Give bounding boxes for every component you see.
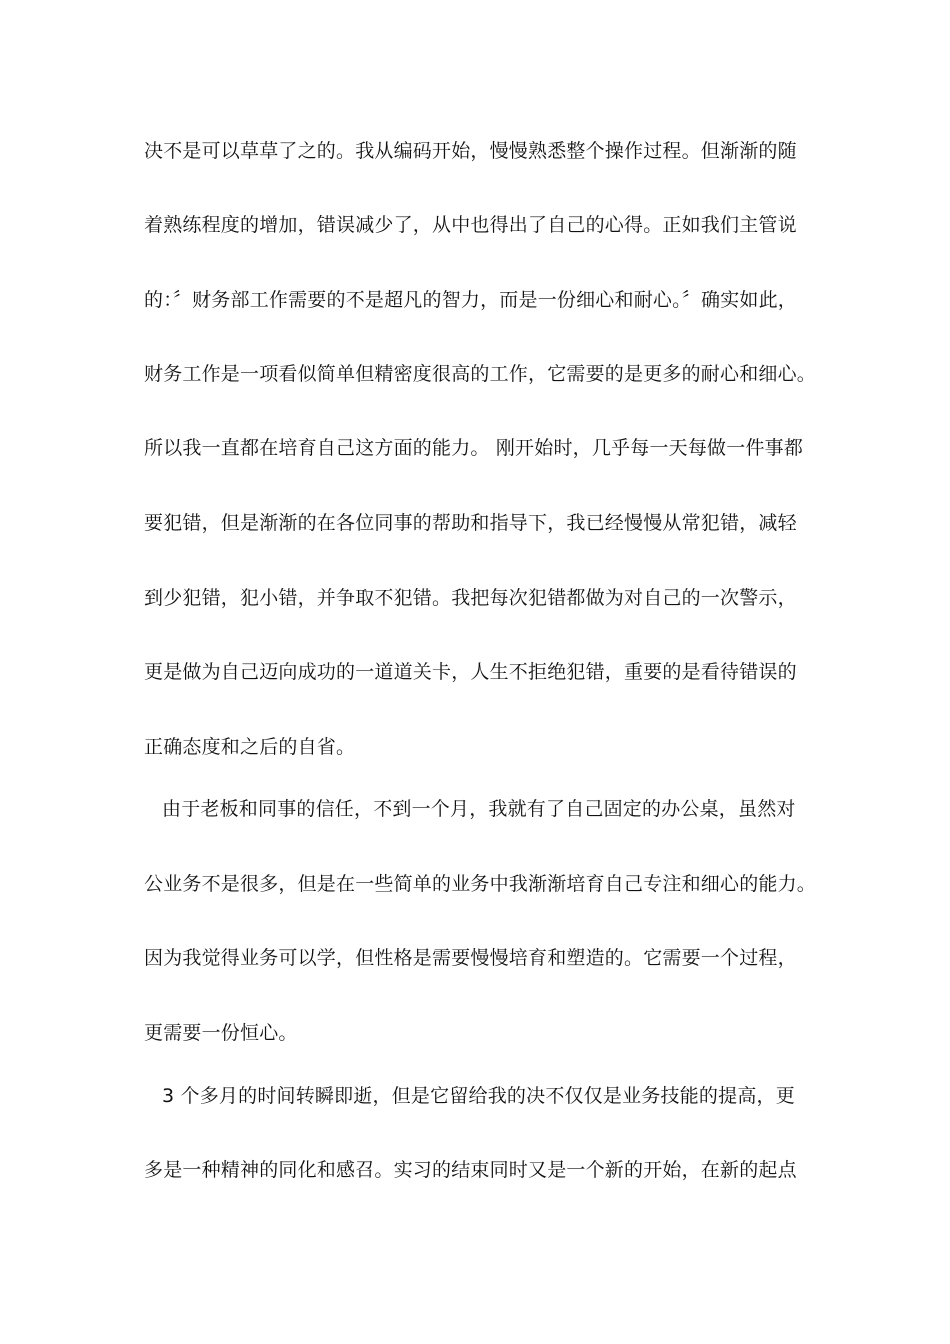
text-line: 财务工作是一项看似简单但精密度很高的工作，它需要的是更多的耐心和细心。: [144, 363, 817, 385]
text-line: 多是一种精神的同化和感召。实习的结束同时又是一个新的开始，在新的起点: [144, 1159, 797, 1181]
text-line: 要犯错，但是渐渐的在各位同事的帮助和指导下，我已经慢慢从常犯错，减轻: [144, 512, 797, 534]
text-line: 所以我一直都在培育自己这方面的能力。 刚开始时，几乎每一天每做一件事都: [144, 437, 804, 459]
text-line: 更需要一份恒心。: [144, 1022, 298, 1044]
text-line: 着熟练程度的增加，错误减少了，从中也得出了自己的心得。正如我们主管说: [144, 214, 797, 236]
text-line: 更是做为自己迈向成功的一道道关卡，人生不拒绝犯错，重要的是看待错误的: [144, 661, 797, 683]
text-line: 决不是可以草草了之的。我从编码开始，慢慢熟悉整个操作过程。但渐渐的随: [144, 140, 797, 162]
text-line: 正确态度和之后的自省。: [144, 736, 356, 758]
text-line: 到少犯错，犯小错，并争取不犯错。我把每次犯错都做为对自己的一次警示，: [144, 587, 797, 609]
text-line: 由于老板和同事的信任，不到一个月，我就有了自己固定的办公桌，虽然对: [162, 798, 796, 820]
text-line: 因为我觉得业务可以学，但性格是需要慢慢培育和塑造的。它需要一个过程，: [144, 947, 797, 969]
text-line: 公业务不是很多，但是在一些简单的业务中我渐渐培育自己专注和细心的能力。: [144, 873, 817, 895]
text-line: 的：〞财务部工作需要的不是超凡的智力，而是一份细心和耐心。〞确实如此，: [144, 289, 798, 311]
text-line: 3 个多月的时间转瞬即逝，但是它留给我的决不仅仅是业务技能的提高，更: [162, 1085, 795, 1107]
